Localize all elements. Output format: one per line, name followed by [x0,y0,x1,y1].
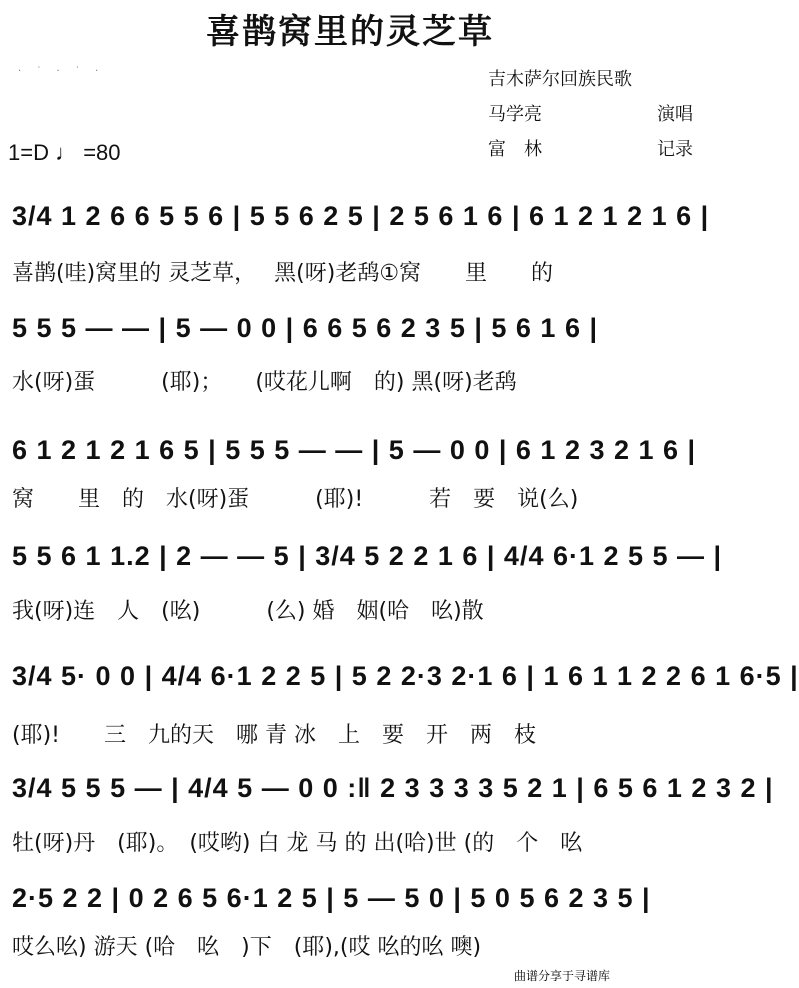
lyrics-line-3: 窝 里 的 水(呀)蛋 (耶)! 若 要 说(么) [12,486,579,512]
lyrics-line-4: 我(呀)连 人 (吆) (么) 婚 姻(哈 吆)散 [12,598,484,624]
credit-name: 富 林 [488,139,542,160]
credit-row [488,97,693,132]
site-watermark: 曲谱分享于寻谱库 [513,969,610,983]
lyrics-line-5: (耶)! 三 九的天 哪 青 冰 上 要 开 两 枝 [12,722,536,748]
notation-line-3: 6 1 2 1 2 1 6 5 | 5 5 5 — — | 5 — 0 0 | 6 1 2 3 2 1 6 | [12,434,697,465]
key-tempo: 1=D ♩ =80 [8,140,121,165]
notation-line-4: 5 5 6 1 1.2 | 2 — — 5 | 3/4 5 2 2 1 6 | 4/4 6·1 2 5 5 — | [12,540,723,571]
notation-line-1: 3/4 1 2 6 6 5 5 6 | 5 5 6 2 5 | 2 5 6 1 6 | 6 1 2 1 2 1 6 | [12,200,710,231]
credit-row [488,132,693,167]
lyrics-line-7: 哎么吆) 游天 (哈 吆 )下 (耶),(哎 吆的吆 噢) [12,934,482,960]
notation-line-5: 3/4 5· 0 0 | 4/4 6·1 2 2 5 | 5 2 2·3 2·1 6 | 1 6 1 1 2 2 6 1 6·5 | [12,660,799,691]
lyrics-line-2: 水(呀)蛋 (耶)； (哎花儿啊 的) 黑(呀)老鸹 [12,369,517,395]
notation-line-7: 2·5 2 2 | 0 2 6 5 6·1 2 5 | 5 — 5 0 | 5 0 5 6 2 3 5 | [12,882,651,913]
notation-line-6: 3/4 5 5 5 — | 4/4 5 — 0 0 :‖ 2 3 3 3 3 5 2 1 | 6 5 6 1 2 3 2 | [12,772,774,803]
song-title: 喜鹊窝里的灵芝草 [206,12,494,52]
lyrics-line-6: 牡(呀)丹 (耶)。 (哎哟) 白 龙 马 的 出(哈)世 (的 个 吆 [12,830,583,856]
credit-name: 马学亮 [488,104,542,125]
credits-block [488,62,693,167]
lyrics-line-1: 喜鹊(哇)窝里的 灵芝草， 黑(呀)老鸹①窝 里 的 [12,260,554,286]
credit-role: 记录 [657,139,693,160]
scan-specks: · ˙ · ˙ · [18,66,105,77]
credit-role: 演唱 [657,104,693,125]
credit-name: 吉木萨尔回族民歌 [488,69,632,90]
notation-line-2: 5 5 5 — — | 5 — 0 0 | 6 6 5 6 2 3 5 | 5 6 1 6 | [12,312,599,343]
credit-row [488,62,693,97]
